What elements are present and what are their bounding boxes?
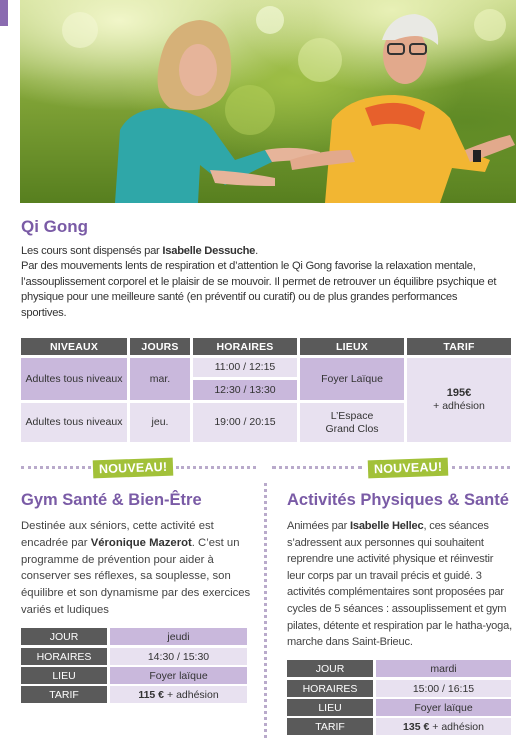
qigong-teacher-name: Isabelle Dessuche	[162, 245, 256, 257]
qigong-schedule-table	[21, 338, 511, 442]
header-horaires: HORAIRES	[193, 338, 297, 355]
gym-tarif-extra: + adhésion	[167, 688, 219, 701]
activites-row-jour	[287, 660, 511, 677]
divider-left-b	[176, 466, 256, 469]
qigong-tarif-extra: + adhésion	[433, 400, 485, 412]
activites-label-horaires: HORAIRES	[287, 680, 373, 697]
gym-row-jour	[21, 628, 247, 645]
activites-description	[287, 518, 512, 651]
activites-label-lieu: LIEU	[287, 699, 373, 716]
qigong-photo	[20, 0, 516, 203]
qigong-description-text: Par des mouvements lents de respiration et d’attention le Qi Gong favorise la relaxation mentale, l’assouplissement corporel et le plaisir de se mouvoir. Il permet de retrouver un équilibre psychique et physique pour une meilleure santé (en préventif ou curatif) ou de plus grandes performances sportives.	[21, 260, 497, 319]
activites-text-suffix: , ces séances s’adressent aux personnes qui souhaitent reprendre une activité physique et réinvestir leur corps par un travail précis et guidé. 3 activités complémentaires sont proposées par cycles de 5 séances : assouplissement et gym pilates, détente et respiration par le hatha-yoga, marche dans Saint-Brieuc.	[287, 520, 512, 649]
row1-horaire-2: 12:30 / 13:30	[193, 380, 297, 400]
header-tarif: TARIF	[407, 338, 511, 355]
divider-right-a	[272, 466, 362, 469]
qigong-intro-prefix: Les cours sont dispensés par	[21, 245, 163, 257]
gym-label-tarif: TARIF	[21, 686, 107, 703]
activites-row-tarif	[287, 718, 511, 735]
activites-value-tarif	[376, 718, 511, 735]
activites-text-prefix: Animées par	[287, 520, 350, 532]
activites-tarif-extra: + adhésion	[432, 720, 484, 733]
gym-label-jour: JOUR	[21, 628, 107, 645]
corner-tab	[0, 0, 8, 26]
gym-info-table	[21, 628, 247, 705]
header-lieux: LIEUX	[300, 338, 404, 355]
new-badge-gym: NOUVEAU!	[93, 458, 174, 479]
gym-value-jour: jeudi	[110, 628, 247, 645]
row1-jour: mar.	[130, 358, 190, 400]
activites-value-jour: mardi	[376, 660, 511, 677]
gym-row-tarif	[21, 686, 247, 703]
qigong-intro-suffix: .	[255, 245, 259, 257]
qigong-tarif-cell	[407, 358, 511, 442]
row2-niveau: Adultes tous niveaux	[21, 403, 127, 442]
new-badge-activites: NOUVEAU!	[368, 458, 449, 479]
gym-value-lieu: Foyer laïque	[110, 667, 247, 684]
activites-row-horaires	[287, 680, 511, 697]
qigong-title: Qi Gong	[21, 217, 89, 236]
gym-teacher-name: Véronique Mazerot	[90, 536, 192, 549]
activites-tarif-price: 135 €	[403, 720, 430, 733]
header-niveaux: NIVEAUX	[21, 338, 127, 355]
divider-right-b	[452, 466, 510, 469]
gym-label-horaires: HORAIRES	[21, 648, 107, 665]
activites-label-tarif: TARIF	[287, 718, 373, 735]
qigong-tarif-price: 195€	[446, 387, 472, 399]
activites-title: Activités Physiques & Santé	[287, 491, 509, 509]
activites-teacher-name: Isabelle Hellec	[349, 520, 424, 532]
gym-value-horaires: 14:30 / 15:30	[110, 648, 247, 665]
row1-lieu: Foyer Laïque	[300, 358, 404, 400]
gym-title: Gym Santé & Bien-Être	[21, 491, 202, 509]
row2-lieu: L’Espace Grand Clos	[300, 403, 404, 442]
header-jours: JOURS	[130, 338, 190, 355]
gym-row-horaires	[21, 648, 247, 665]
row2-jour: jeu.	[130, 403, 190, 442]
gym-value-tarif	[110, 686, 247, 703]
activites-info-table	[287, 660, 511, 737]
gym-row-lieu	[21, 667, 247, 684]
qigong-description	[21, 244, 501, 321]
activites-row-lieu	[287, 699, 511, 716]
gym-description	[21, 518, 257, 619]
gym-tarif-price: 115 €	[138, 688, 165, 701]
column-divider	[264, 483, 267, 738]
gym-text-suffix: . C’est un programme de prévention pour aider à conserver ses réflexes, sa souplesse, son équilibre et son dynamisme par des exercices variés et ludiques	[21, 536, 251, 616]
gym-label-lieu: LIEU	[21, 667, 107, 684]
divider-left-a	[21, 466, 91, 469]
gym-text-prefix: Destinée aux séniors, cette activité est encadrée par	[21, 520, 214, 549]
row1-niveau: Adultes tous niveaux	[21, 358, 127, 400]
activites-label-jour: JOUR	[287, 660, 373, 677]
activites-value-horaires: 15:00 / 16:15	[376, 680, 511, 697]
row2-horaire: 19:00 / 20:15	[193, 403, 297, 442]
activites-value-lieu: Foyer laïque	[376, 699, 511, 716]
row1-horaire-1: 11:00 / 12:15	[193, 358, 297, 377]
